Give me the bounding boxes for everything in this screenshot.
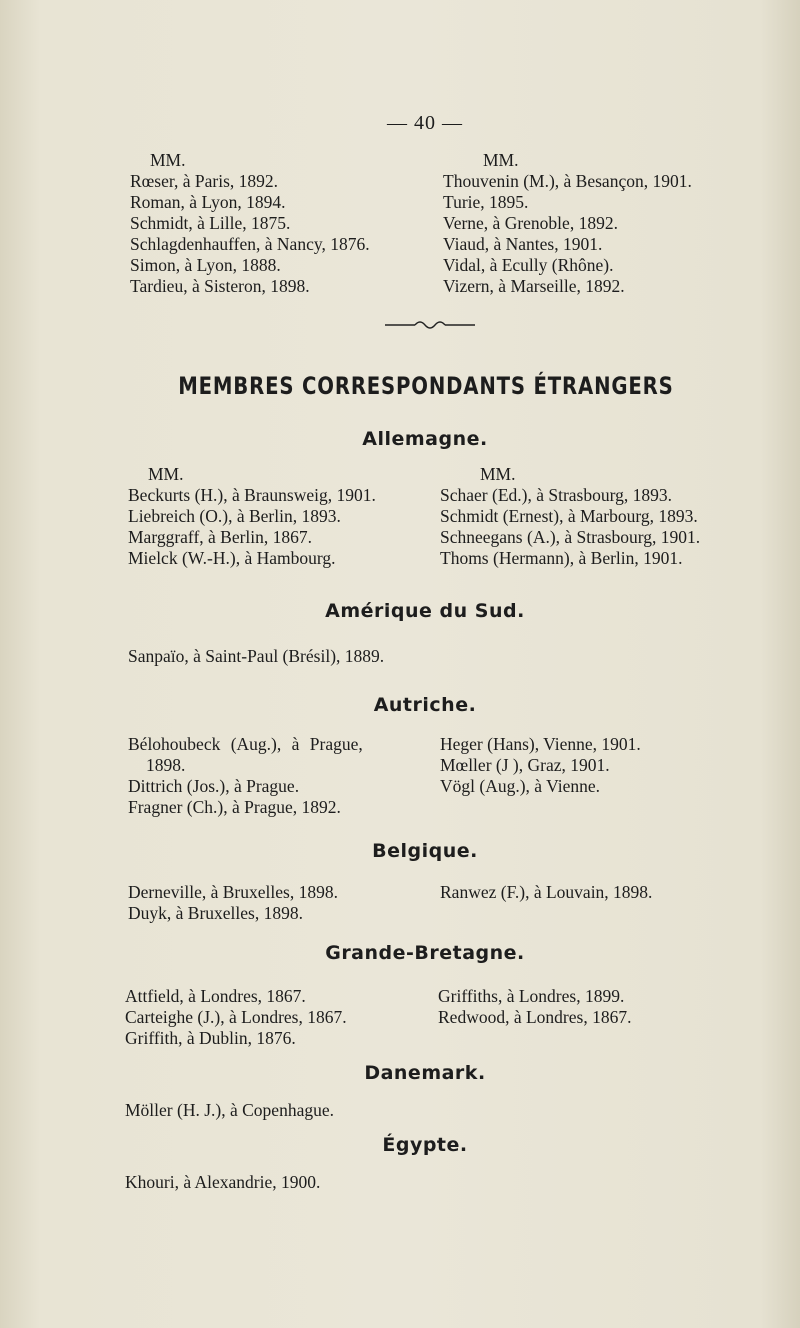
mm-header: MM. [480, 464, 516, 484]
country-heading-grande-bretagne: Grande-Bretagne. [325, 942, 525, 964]
member-entry: Vizern, à Marseille, 1892. [443, 276, 625, 296]
section-main-heading: MEMBRES CORRESPONDANTS ÉTRANGERS [178, 372, 674, 400]
member-entry: Redwood, à Londres, 1867. [438, 1007, 632, 1027]
member-entry: Schmidt (Ernest), à Marbourg, 1893. [440, 506, 698, 526]
mm-header: MM. [483, 150, 519, 170]
belgique-right-column [440, 882, 652, 903]
member-entry: Vidal, à Ecully (Rhône). [443, 255, 614, 275]
member-entry: Beckurts (H.), à Braunsweig, 1901. [128, 485, 376, 505]
member-entry: Verne, à Grenoble, 1892. [443, 213, 618, 233]
member-entry: Heger (Hans), Vienne, 1901. [440, 734, 641, 754]
autriche-right-column [440, 734, 641, 797]
member-entry: Schaer (Ed.), à Strasbourg, 1893. [440, 485, 672, 505]
member-entry: Turie, 1895. [443, 192, 529, 212]
member-entry: Derneville, à Bruxelles, 1898. [128, 882, 338, 902]
member-entry: Mœller (J ), Graz, 1901. [440, 755, 610, 775]
mm-header: MM. [150, 150, 186, 170]
member-entry: Attfield, à Londres, 1867. [125, 986, 306, 1006]
member-entry: Vögl (Aug.), à Vienne. [440, 776, 600, 796]
top-right-column [443, 150, 692, 297]
member-entry: Tardieu, à Sisteron, 1898. [130, 276, 310, 296]
belgique-left-column [128, 882, 338, 924]
member-entry: Möller (H. J.), à Copenhague. [125, 1100, 334, 1120]
member-entry: Thouvenin (M.), à Besançon, 1901. [443, 171, 692, 191]
allemagne-right-column [440, 464, 700, 569]
member-entry-continuation: 1898. [146, 755, 186, 775]
member-entry: Schmidt, à Lille, 1875. [130, 213, 291, 233]
member-entry: Liebreich (O.), à Berlin, 1893. [128, 506, 341, 526]
member-entry: Viaud, à Nantes, 1901. [443, 234, 603, 254]
member-entry: Khouri, à Alexandrie, 1900. [125, 1172, 321, 1192]
member-entry: Bélohoubeck (Aug.), à Prague, [128, 734, 363, 754]
member-entry: Fragner (Ch.), à Prague, 1892. [128, 797, 341, 817]
country-heading-danemark: Danemark. [364, 1062, 486, 1084]
autriche-left-column [128, 734, 363, 818]
member-entry: Rœser, à Paris, 1892. [130, 171, 279, 191]
mm-header: MM. [148, 464, 184, 484]
member-entry: Sanpaïo, à Saint-Paul (Brésil), 1889. [128, 646, 385, 666]
member-entry: Ranwez (F.), à Louvain, 1898. [440, 882, 653, 902]
member-entry: Griffith, à Dublin, 1876. [125, 1028, 296, 1048]
allemagne-left-column [128, 464, 376, 569]
member-entry: Roman, à Lyon, 1894. [130, 192, 286, 212]
member-entry: Thoms (Hermann), à Berlin, 1901. [440, 548, 683, 568]
member-entry: Schlagdenhauffen, à Nancy, 1876. [130, 234, 370, 254]
country-heading-amerique-du-sud: Amérique du Sud. [325, 600, 525, 622]
top-left-column [130, 150, 370, 297]
member-entry: Marggraff, à Berlin, 1867. [128, 527, 313, 547]
country-heading-belgique: Belgique. [372, 840, 478, 862]
ornament-divider [385, 318, 475, 330]
country-heading-allemagne: Allemagne. [362, 428, 488, 450]
grande-bretagne-right-column [438, 986, 631, 1028]
grande-bretagne-left-column [125, 986, 347, 1049]
member-entry: Mielck (W.-H.), à Hambourg. [128, 548, 336, 568]
member-entry: Duyk, à Bruxelles, 1898. [128, 903, 303, 923]
member-entry: Griffiths, à Londres, 1899. [438, 986, 625, 1006]
page-number: — 40 — [387, 112, 463, 134]
member-entry: Dittrich (Jos.), à Prague. [128, 776, 300, 796]
country-heading-egypte: Égypte. [382, 1134, 468, 1156]
member-entry: Schneegans (A.), à Strasbourg, 1901. [440, 527, 701, 547]
member-entry: Carteighe (J.), à Londres, 1867. [125, 1007, 347, 1027]
member-entry: Simon, à Lyon, 1888. [130, 255, 281, 275]
country-heading-autriche: Autriche. [373, 694, 477, 716]
